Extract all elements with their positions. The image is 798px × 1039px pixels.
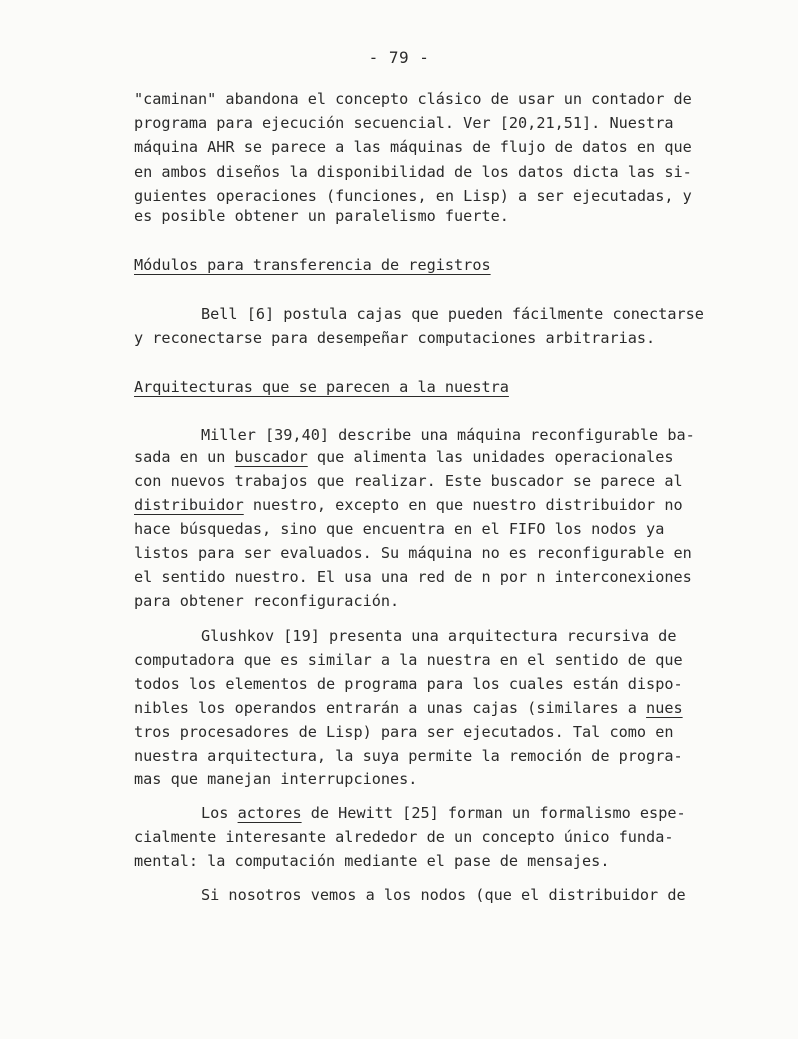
text-line: guientes operaciones (funciones, en Lisp) a ser ejecutadas, y	[134, 187, 692, 205]
text-line: programa para ejecución secuencial. Ver [20,21,51]. Nuestra	[134, 114, 674, 132]
text-line: todos los elementos de programa para los cuales están dispo-	[134, 675, 683, 693]
text-line: cialmente interesante alrededor de un concepto único funda-	[134, 828, 674, 846]
underlined-term: actores	[237, 804, 302, 822]
section-heading: Arquitecturas que se parecen a la nuestra	[134, 378, 509, 396]
text-line: computadora que es similar a la nuestra en el sentido de que	[134, 651, 683, 669]
text-line: nuestra arquitectura, la suya permite la remoción de progra-	[134, 747, 683, 765]
text-line: sada en un buscador que alimenta las unidades operacionales	[134, 448, 674, 466]
text-line: Bell [6] postula cajas que pueden fácilmente conectarse	[201, 305, 704, 323]
text-line: Los actores de Hewitt [25] forman un formalismo espe-	[201, 804, 686, 822]
page-number: - 79 -	[368, 48, 430, 67]
text-line: es posible obtener un paralelismo fuerte.	[134, 207, 509, 225]
text-line: Glushkov [19] presenta una arquitectura recursiva de	[201, 627, 677, 645]
text-line: Miller [39,40] describe una máquina reconfigurable ba-	[201, 426, 695, 444]
underlined-term: nues	[646, 699, 683, 717]
text-line: para obtener reconfiguración.	[134, 592, 400, 610]
text-line: tros procesadores de Lisp) para ser ejecutados. Tal como en	[134, 723, 674, 741]
text-line: en ambos diseños la disponibilidad de los datos dicta las si-	[134, 163, 692, 181]
text-line: listos para ser evaluados. Su máquina no es reconfigurable en	[134, 544, 692, 562]
text-line: "caminan" abandona el concepto clásico de usar un contador de	[134, 90, 692, 108]
text-line: máquina AHR se parece a las máquinas de flujo de datos en que	[134, 138, 692, 156]
text-line: distribuidor nuestro, excepto en que nuestro distribuidor no	[134, 496, 683, 514]
text-line: mental: la computación mediante el pase de mensajes.	[134, 852, 610, 870]
text-line: Si nosotros vemos a los nodos (que el distribuidor de	[201, 886, 686, 904]
text-line: el sentido nuestro. El usa una red de n por n interconexiones	[134, 568, 692, 586]
underlined-term: distribuidor	[134, 496, 244, 514]
text-line: y reconectarse para desempeñar computaciones arbitrarias.	[134, 329, 656, 347]
underlined-term: buscador	[234, 448, 308, 466]
text-line: hace búsquedas, sino que encuentra en el FIFO los nodos ya	[134, 520, 665, 538]
section-heading: Módulos para transferencia de registros	[134, 256, 491, 274]
text-line: nibles los operandos entrarán a unas cajas (similares a nues	[134, 699, 683, 717]
text-line: mas que manejan interrupciones.	[134, 770, 418, 788]
text-line: con nuevos trabajos que realizar. Este buscador se parece al	[134, 472, 683, 490]
